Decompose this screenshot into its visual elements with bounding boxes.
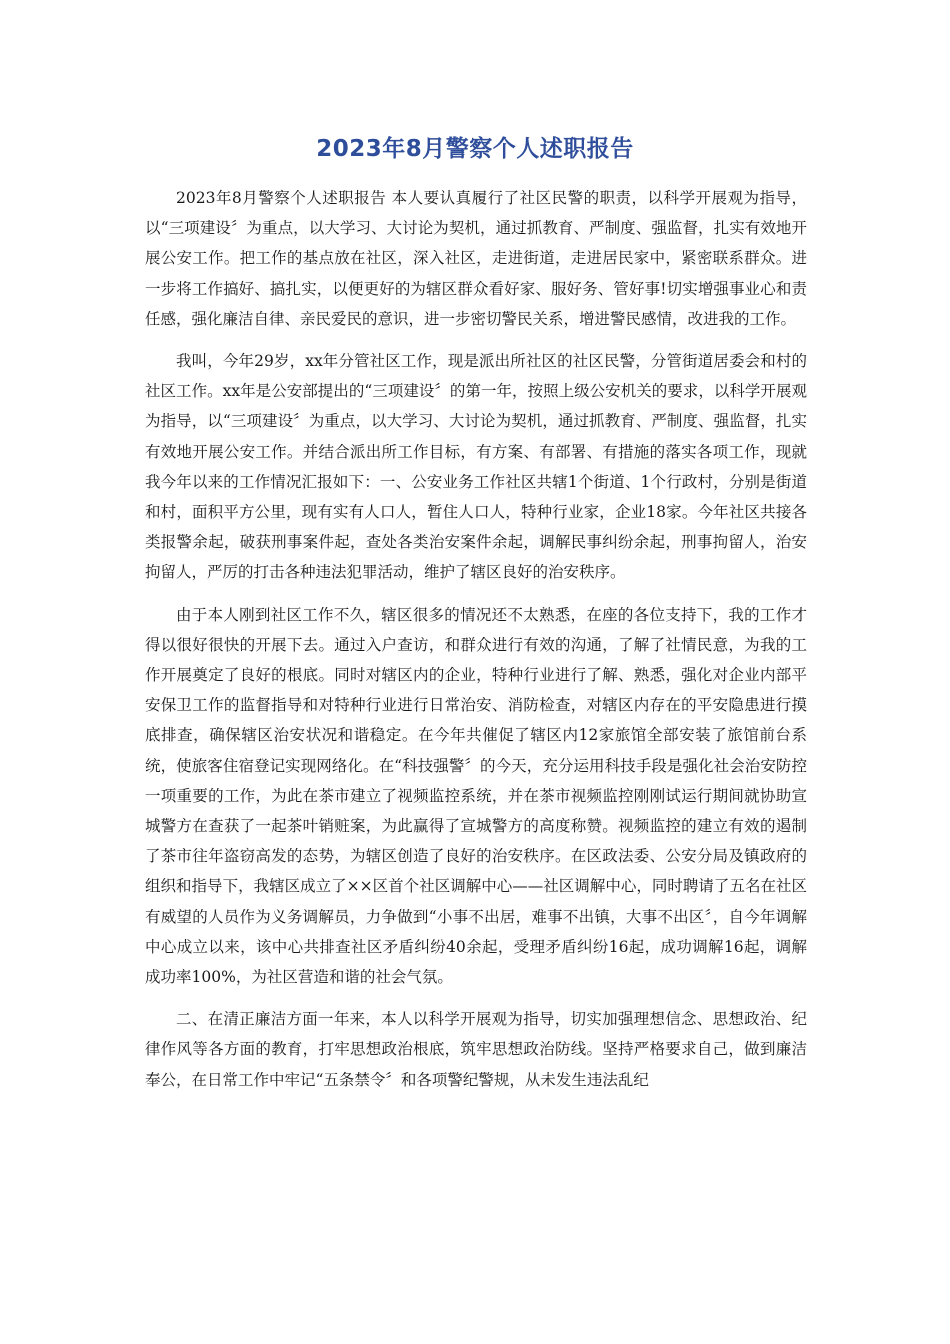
document-title: 2023年8月警察个人述职报告 [316,136,634,162]
paragraph-3: 由于本人刚到社区工作不久，辖区很多的情况还不太熟悉，在座的各位支持下，我的工作才得以很好很快的开展下去。通过入户查访，和群众进行有效的沟通，了解了社情民意，为我的工作开展奠定了良好的根底。同时对辖区内的企业，特种行业进行了解、熟悉，强化对企业内部平安保卫工作的监督指导和对特种行业进行日常治安、消防检查，对辖区内存在的平安隐患进行摸底排查，确保辖区治安状况和谐稳定。在今年共催促了辖区内12家旅馆全部安装了旅馆前台系统，使旅客住宿登记实现网络化。在“科技强警〞的今天，充分运用科技手段是强化社会治安防控一项重要的工作，为此在茶市建立了视频监控系统，并在茶市视频监控刚刚试运行期间就协助宣城警方在查获了一起茶叶销赃案，为此赢得了宣城警方的高度称赞。视频监控的建立有效的遏制了茶市往年盗窃高发的态势，为辖区创造了良好的治安秩序。在区政法委、公安分局及镇政府的组织和指导下，我辖区成立了××区首个社区调解中心——社区调解中心，同时聘请了五名在社区有威望的人员作为义务调解员，力争做到“小事不出居，难事不出镇，大事不出区〞，自今年调解中心成立以来，该中心共排查社区矛盾纠纷40余起，受理矛盾纠纷16起，成功调解16起，调解成功率100%，为社区营造和谐的社会气氛。 [145,605,807,987]
document-body [145,183,807,1095]
paragraph-2: 我叫，今年29岁，xx年分管社区工作，现是派出所社区的社区民警，分管街道居委会和村的社区工作。xx年是公安部提出的“三项建设〞的第一年，按照上级公安机关的要求，以科学开展观为指导，以“三项建设〞为重点，以大学习、大讨论为契机，通过抓教育、严制度、强监督，扎实有效地开展公安工作。并结合派出所工作目标，有方案、有部署、有措施的落实各项工作，现就我今年以来的工作情况汇报如下：一、公安业务工作社区共辖1个街道、1个行政村，分别是街道和村，面积平方公里，现有实有人口人，暂住人口人，特种行业家，企业18家。今年社区共接各类报警余起，破获刑事案件起，查处各类治安案件余起，调解民事纠纷余起，刑事拘留人，治安拘留人，严厉的打击各种违法犯罪活动，维护了辖区良好的治安秩序。 [145,352,807,582]
paragraph-4: 二、在清正廉洁方面一年来，本人以科学开展观为指导，切实加强理想信念、思想政治、纪律作风等各方面的教育，打牢思想政治根底，筑牢思想政治防线。坚持严格要求自己，做到廉洁奉公，在日常工作中牢记“五条禁令〞和各项警纪警规，从未发生违法乱纪 [145,1010,807,1089]
paragraph-1: 2023年8月警察个人述职报告 本人要认真履行了社区民警的职责，以科学开展观为指导，以“三项建设〞为重点，以大学习、大讨论为契机，通过抓教育、严制度、强监督，扎实有效地开展公安工作。把工作的基点放在社区，深入社区，走进街道，走进居民家中，紧密联系群众。进一步将工作搞好、搞扎实，以便更好的为辖区群众看好家、服好务、管好事!切实增强事业心和责任感，强化廉洁自律、亲民爱民的意识，进一步密切警民关系，增进警民感情，改进我的工作。 [145,189,807,328]
